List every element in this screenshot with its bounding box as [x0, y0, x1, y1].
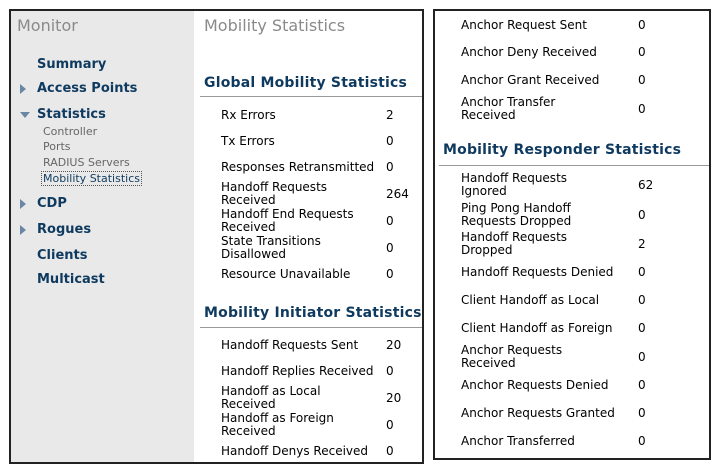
stat-label: Handoff Replies Received: [221, 364, 374, 378]
stat-value: 0: [386, 214, 394, 228]
nav-rogues[interactable]: Rogues: [37, 222, 92, 237]
stat-value: 2: [386, 108, 394, 122]
stat-label: Ping Pong Handoff Requests Dropped: [461, 201, 572, 228]
nav-sub-mobility-statistics[interactable]: Mobility Statistics: [43, 172, 140, 185]
left-panel: [9, 9, 424, 464]
nav-sub-controller[interactable]: Controller: [43, 125, 98, 138]
nav-sub-radius-servers[interactable]: RADIUS Servers: [43, 156, 130, 169]
nav-statistics[interactable]: Statistics: [37, 107, 106, 122]
stat-label: Tx Errors: [221, 134, 275, 148]
expand-arrow-icon[interactable]: [20, 225, 26, 235]
stat-label: Handoff as Local Received: [221, 384, 321, 411]
nav-clients[interactable]: Clients: [37, 248, 88, 263]
stat-value: 0: [638, 350, 646, 364]
nav-access-points[interactable]: Access Points: [37, 81, 138, 96]
stat-label: Handoff Requests Denied: [461, 265, 614, 279]
sidebar: [11, 11, 194, 462]
stat-value: 0: [638, 208, 646, 222]
collapse-arrow-icon[interactable]: [20, 112, 30, 118]
expand-arrow-icon[interactable]: [20, 199, 26, 209]
stat-label: Handoff Requests Sent: [221, 338, 359, 352]
stat-label: Anchor Request Sent: [461, 18, 587, 32]
stat-value: 0: [638, 406, 646, 420]
stat-value: 0: [386, 364, 394, 378]
stat-value: 0: [386, 241, 394, 255]
stat-label: Client Handoff as Foreign: [461, 321, 613, 335]
stat-label: Handoff Requests Received: [221, 180, 328, 207]
expand-arrow-icon[interactable]: [20, 84, 26, 94]
stat-value: 0: [638, 434, 646, 448]
stat-value: 0: [638, 265, 646, 279]
stat-label: Client Handoff as Local: [461, 293, 600, 307]
stat-label: Anchor Transferred: [461, 434, 575, 448]
sidebar-title: Monitor: [17, 16, 78, 35]
stat-value: 0: [386, 134, 394, 148]
section-divider: [439, 165, 709, 166]
stat-label: State Transitions Disallowed: [221, 234, 321, 261]
stat-label: Anchor Transfer Received: [461, 95, 556, 122]
nav-multicast[interactable]: Multicast: [37, 272, 105, 287]
stat-value: 2: [638, 237, 646, 251]
nav-summary[interactable]: Summary: [37, 57, 107, 72]
section-title-global: Global Mobility Statistics: [204, 75, 408, 91]
stat-label: Anchor Requests Received: [461, 343, 563, 370]
section-divider: [200, 327, 424, 328]
stat-label: Handoff End Requests Received: [221, 207, 354, 234]
stat-value: 0: [638, 378, 646, 392]
stat-label: Resource Unavailable: [221, 267, 351, 281]
stat-value: 0: [386, 418, 394, 432]
stat-value: 264: [386, 187, 409, 201]
stat-value: 20: [386, 338, 402, 352]
nav-sub-ports[interactable]: Ports: [43, 140, 71, 153]
section-title-initiator: Mobility Initiator Statistics: [204, 305, 422, 321]
stat-label: Rx Errors: [221, 108, 276, 122]
stat-label: Responses Retransmitted: [221, 160, 375, 174]
stat-label: Anchor Requests Denied: [461, 378, 609, 392]
stat-value: 0: [386, 160, 394, 174]
page-title: Mobility Statistics: [204, 16, 346, 35]
stat-label: Handoff Requests Dropped: [461, 230, 568, 257]
stat-value: 0: [386, 444, 394, 458]
nav-cdp[interactable]: CDP: [37, 196, 67, 211]
stat-label: Handoff Requests Ignored: [461, 171, 568, 198]
section-title-responder: Mobility Responder Statistics: [443, 142, 682, 158]
stat-label: Anchor Requests Granted: [461, 406, 615, 420]
stat-value: 0: [638, 293, 646, 307]
stat-value: 0: [638, 321, 646, 335]
stat-value: 0: [386, 267, 394, 281]
stat-value: 0: [638, 18, 646, 32]
stat-label: Anchor Deny Received: [461, 45, 597, 59]
stat-value: 20: [386, 391, 402, 405]
stat-value: 0: [638, 102, 646, 116]
section-divider: [200, 96, 424, 97]
main-content: [194, 11, 422, 462]
stat-label: Handoff Denys Received: [221, 444, 369, 458]
stat-value: 0: [638, 45, 646, 59]
stat-label: Anchor Grant Received: [461, 73, 600, 87]
stat-value: 0: [638, 73, 646, 87]
stat-value: 62: [638, 178, 654, 192]
right-panel: [433, 9, 711, 460]
stat-label: Handoff as Foreign Received: [221, 411, 334, 438]
